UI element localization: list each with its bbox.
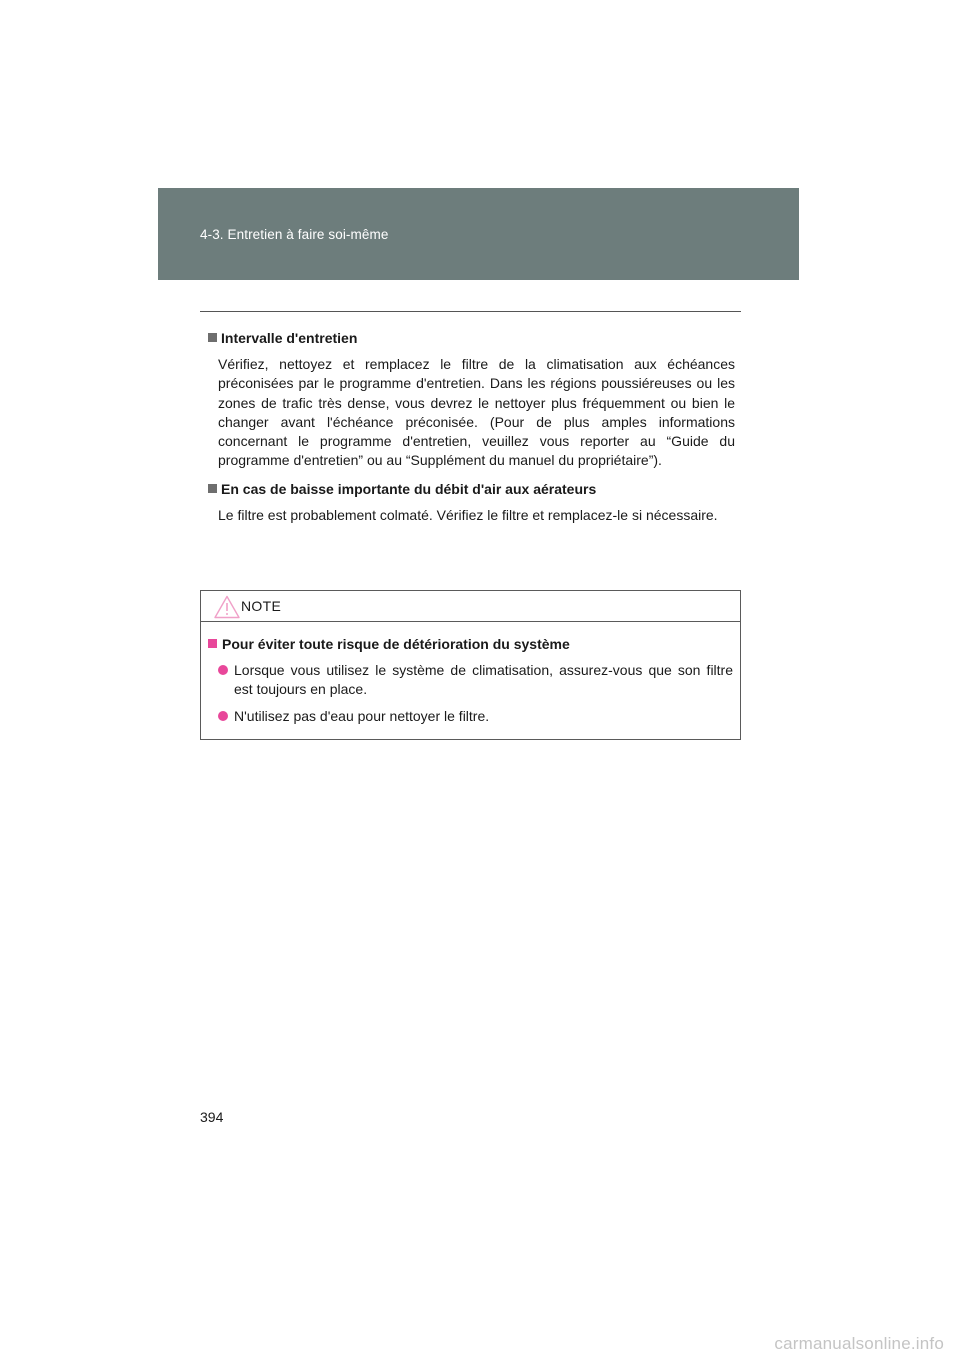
square-bullet-icon bbox=[208, 484, 217, 493]
note-body bbox=[201, 622, 740, 726]
note-bullet bbox=[218, 661, 733, 700]
section-heading-text: En cas de baisse importante du débit d'air aux aérateurs bbox=[221, 480, 597, 497]
section-heading-airflow bbox=[208, 479, 735, 499]
section-paragraph: Le filtre est probablement colmaté. Vérifiez le filtre et remplacez-le si nécessaire. bbox=[218, 506, 718, 523]
square-bullet-icon bbox=[208, 333, 217, 342]
note-heading bbox=[208, 634, 733, 654]
warning-triangle-icon bbox=[214, 595, 240, 619]
note-bullet-text: Lorsque vous utilisez le système de climatisation, assurez-vous que son filtre est toujours en place. bbox=[234, 662, 733, 698]
note-heading-text: Pour éviter toute risque de détérioration du système bbox=[222, 636, 570, 652]
note-bullet-text: N'utilisez pas d'eau pour nettoyer le filtre. bbox=[234, 707, 490, 724]
page-number: 394 bbox=[200, 1109, 224, 1125]
circle-bullet-icon bbox=[218, 665, 228, 675]
square-bullet-icon bbox=[208, 639, 217, 648]
section-title: 4-3. Entretien à faire soi-même bbox=[200, 227, 389, 242]
note-title: NOTE bbox=[241, 598, 282, 614]
main-content bbox=[208, 328, 735, 525]
note-bullet bbox=[218, 707, 733, 726]
note-box bbox=[200, 590, 741, 740]
note-header bbox=[201, 591, 740, 622]
section-header-band bbox=[158, 188, 799, 280]
watermark-text: carmanualsonline.info bbox=[774, 1334, 944, 1353]
section-paragraph: Vérifiez, nettoyez et remplacez le filtre de la climatisation aux échéances préconisées par le programme d'entretien. Dans les régions poussiéreuses ou les zones de trafic très dense, vous devrez le nettoyer plus fréquemment ou bien le changer avant l'échéance préconisée. (Pour de plus amples informations concernant le programme d'entretien, veuillez vous reporter au “Guide du programme d'entretien” ou au “Supplément du manuel du propriétaire”). bbox=[218, 356, 735, 469]
circle-bullet-icon bbox=[218, 711, 228, 721]
section-heading-maintenance-interval bbox=[208, 328, 735, 348]
top-divider bbox=[200, 311, 741, 312]
section-heading-text: Intervalle d'entretien bbox=[221, 330, 358, 346]
